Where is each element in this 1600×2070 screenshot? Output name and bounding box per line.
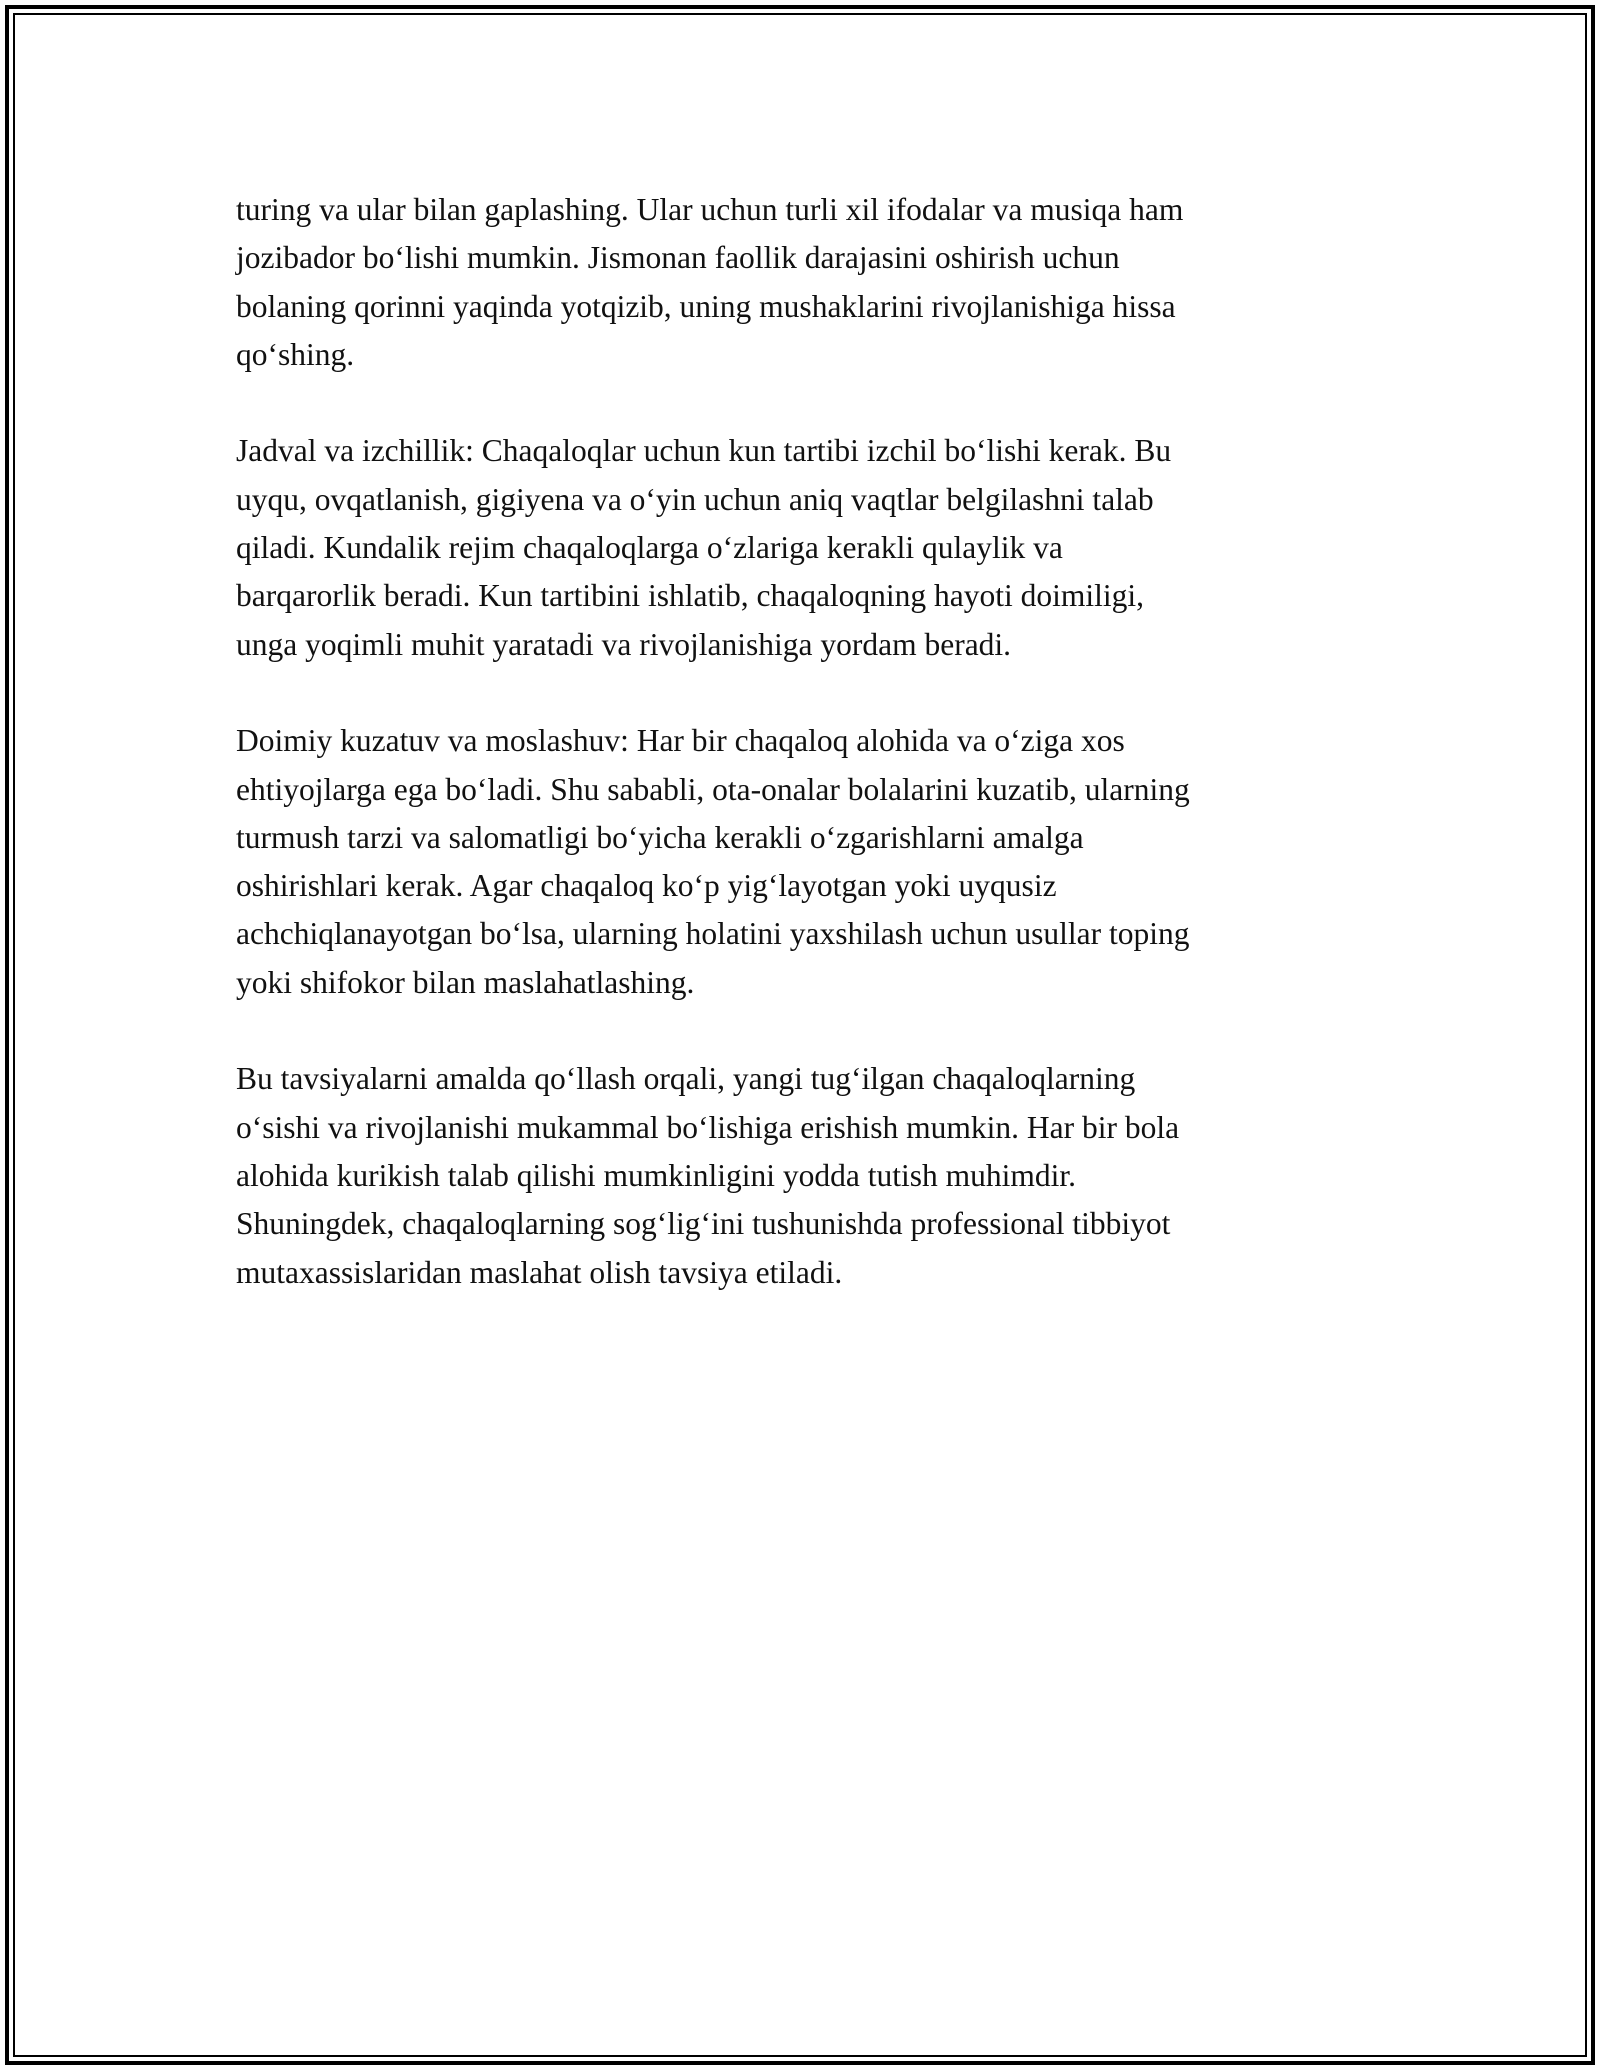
paragraph-schedule <box>236 427 1366 668</box>
text-line: barqarorlik beradi. Kun tartibini ishlatib, chaqaloqning hayoti doimiligi, <box>236 578 1145 614</box>
text-line: alohida kurikish talab qilishi mumkinligini yodda tutish muhimdir. <box>236 1157 1076 1193</box>
text-line: qo‘shing. <box>236 336 355 372</box>
text-line: Shuningdek, chaqaloqlarning sog‘lig‘ini tushunishda professional tibbiyot <box>236 1206 1171 1242</box>
paragraph-observation <box>236 717 1366 1007</box>
text-line: turmush tarzi va salomatligi bo‘yicha kerakli o‘zgarishlarni amalga <box>236 819 1084 855</box>
text-line: uyqu, ovqatlanish, gigiyena va o‘yin uchun aniq vaqtlar belgilashni talab <box>236 481 1154 517</box>
text-line: turing va ular bilan gaplashing. Ular uchun turli xil ifodalar va musiqa ham <box>236 192 1184 227</box>
text-line: ehtiyojlarga ega bo‘ladi. Shu sababli, ota-onalar bolalarini kuzatib, ularning <box>236 771 1190 807</box>
text-line: qiladi. Kundalik rejim chaqaloqlarga o‘zlariga kerakli qulaylik va <box>236 530 1063 566</box>
text-line: unga yoqimli muhit yaratadi va rivojlanishiga yordam beradi. <box>236 626 1012 662</box>
paragraph-conclusion <box>236 1055 1366 1296</box>
text-line: Bu tavsiyalarni amalda qo‘llash orqali, yangi tug‘ilgan chaqaloqlarning <box>236 1061 1136 1097</box>
text-line: bolaning qorinni yaqinda yotqizib, uning mushaklarini rivojlanishiga hissa <box>236 288 1176 324</box>
document-body <box>236 186 1366 1345</box>
paragraph-tummy-time <box>236 186 1366 379</box>
text-line: achchiqlanayotgan bo‘lsa, ularning holatini yaxshilash uchun usullar toping <box>236 916 1190 952</box>
text-line: mutaxassislaridan maslahat olish tavsiya etiladi. <box>236 1254 843 1290</box>
text-line: yoki shifokor bilan maslahatlashing. <box>236 964 695 1000</box>
text-line: Jadval va izchillik: Chaqaloqlar uchun kun tartibi izchil bo‘lishi kerak. Bu <box>236 433 1172 469</box>
text-line: o‘sishi va rivojlanishi mukammal bo‘lishiga erishish mumkin. Har bir bola <box>236 1109 1180 1145</box>
text-line: Doimiy kuzatuv va moslashuv: Har bir chaqaloq alohida va o‘ziga xos <box>236 723 1125 759</box>
text-line: jozibador bo‘lishi mumkin. Jismonan faollik darajasini oshirish uchun <box>236 240 1120 276</box>
text-line: oshirishlari kerak. Agar chaqaloq ko‘p yig‘layotgan yoki uyqusiz <box>236 868 1057 904</box>
